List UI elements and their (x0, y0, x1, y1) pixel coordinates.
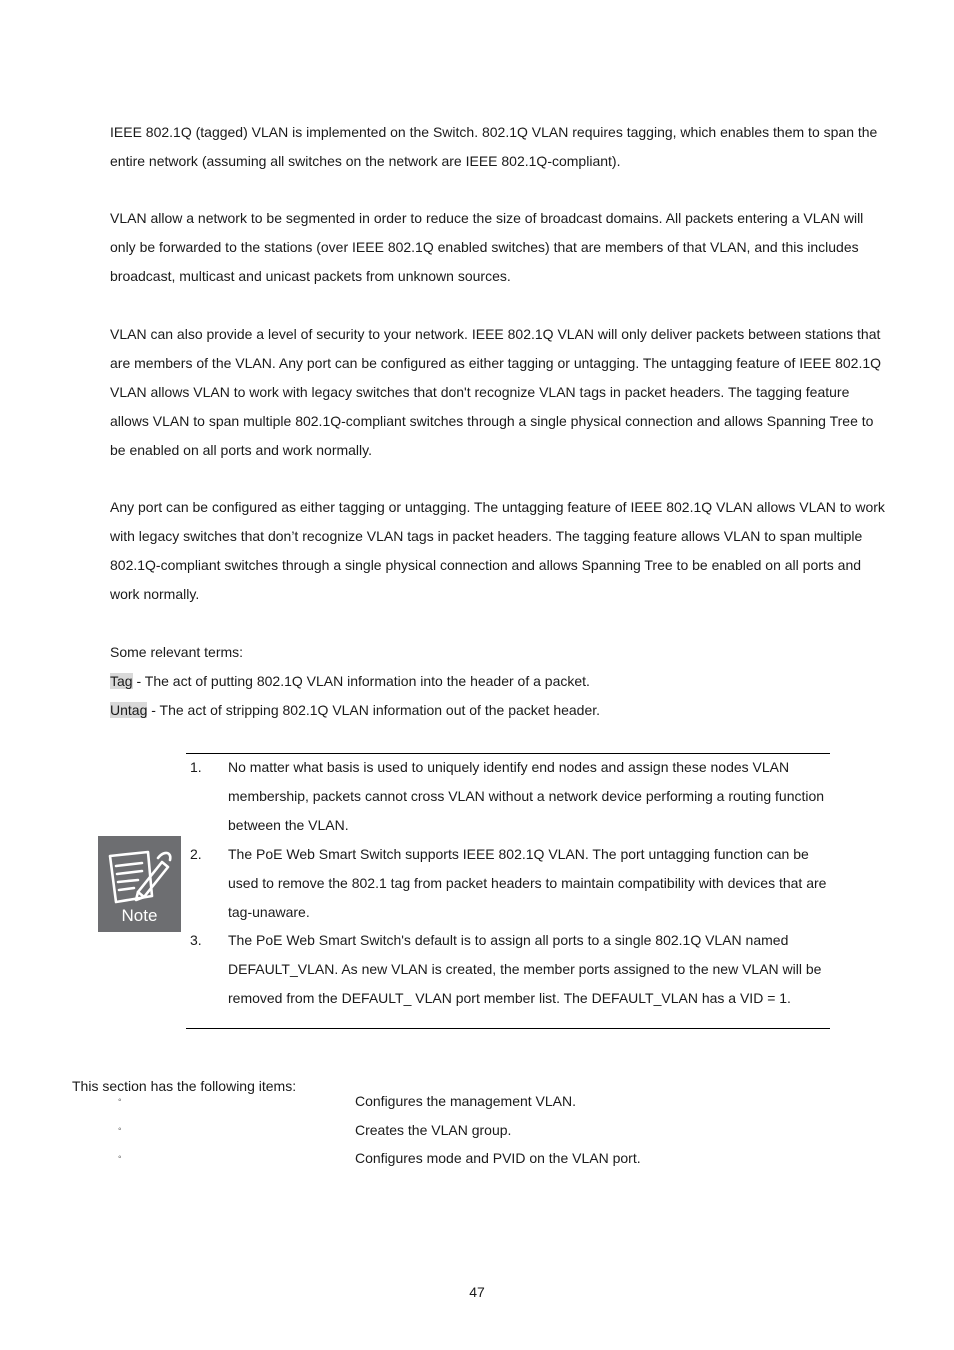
section-item (118, 1091, 818, 1111)
note-item-number: 3. (190, 932, 202, 948)
page-number: 47 (469, 1284, 485, 1300)
term-untag (110, 700, 600, 720)
section-item (118, 1148, 818, 1168)
note-bottom-rule (186, 1028, 830, 1029)
section-item (118, 1120, 818, 1140)
section-item-description: Configures mode and PVID on the VLAN port. (355, 1150, 641, 1166)
terms-intro: Some relevant terms: (110, 644, 244, 660)
note-icon (98, 836, 181, 932)
note-item-number: 2. (190, 846, 202, 862)
bullet-icon: ◦ (118, 1152, 122, 1163)
paragraph-vlan-security: VLAN can also provide a level of security to your network. IEEE 802.1Q VLAN will only deliver packets between stations that are members of the VLAN. Any port can be configured as either tagging or untagging. The untagging feature of IEEE 802.1Q VLAN allows VLAN to work with legacy switches that don't recognize VLAN tags in packet headers. The tagging feature allows VLAN to span multiple 802.1Q-compliant switches through a single physical connection and allows Spanning Tree to be enabled on all ports and work normally. (110, 326, 882, 458)
term-tag-definition: - The act of putting 802.1Q VLAN information into the header of a packet. (132, 673, 590, 689)
paragraph-tagged-vlan: IEEE 802.1Q (tagged) VLAN is implemented on the Switch. 802.1Q VLAN requires tagging, which enables them to span the entire network (assuming all switches on the network are IEEE 802.1Q-compliant). (110, 124, 878, 169)
note-icon-label: Note (121, 906, 158, 925)
note-item-text: The PoE Web Smart Switch supports IEEE 802.1Q VLAN. The port untagging function can be used to remove the 802.1 tag from packet headers to maintain compatibility with devices that are tag-unaware. (228, 846, 827, 920)
term-untag-label: Untag (110, 702, 148, 718)
note-item-text: The PoE Web Smart Switch's default is to assign all ports to a single 802.1Q VLAN named DEFAULT_VLAN. As new VLAN is created, the member ports assigned to the new VLAN will be removed from the DEFAULT_ VLAN port member list. The DEFAULT_VLAN has a VID = 1. (228, 932, 822, 1006)
paragraph-vlan-segmentation: VLAN allow a network to be segmented in order to reduce the size of broadcast domains. All packets entering a VLAN will only be forwarded to the stations (over IEEE 802.1Q enabled switches) that are members of that VLAN, and this includes broadcast, multicast and unicast packets from unknown sources. (110, 210, 864, 284)
term-tag (110, 671, 590, 691)
bullet-icon: ◦ (118, 1124, 122, 1135)
paragraph-port-tagging: Any port can be configured as either tagging or untagging. The untagging feature of IEEE 802.1Q VLAN allows VLAN to work with legacy switches that don’t recognize VLAN tags in packet headers. The tagging feature allows VLAN to span multiple 802.1Q-compliant switches through a single physical connection and allows Spanning Tree to be enabled on all ports and work normally. (110, 499, 885, 602)
term-untag-definition: - The act of stripping 802.1Q VLAN information out of the packet header. (147, 702, 601, 718)
section-item-description: Creates the VLAN group. (355, 1122, 512, 1138)
section-item-description: Configures the management VLAN. (355, 1093, 577, 1109)
section-items-intro: This section has the following items: (72, 1078, 297, 1094)
term-tag-label: Tag (110, 673, 133, 689)
note-item-text: No matter what basis is used to uniquely identify end nodes and assign these nodes VLAN membership, packets cannot cross VLAN without a network device performing a routing function between the VLAN. (228, 759, 825, 833)
note-pen-paper-icon (98, 836, 181, 932)
bullet-icon: ◦ (118, 1095, 122, 1106)
note-item-number: 1. (190, 759, 202, 775)
